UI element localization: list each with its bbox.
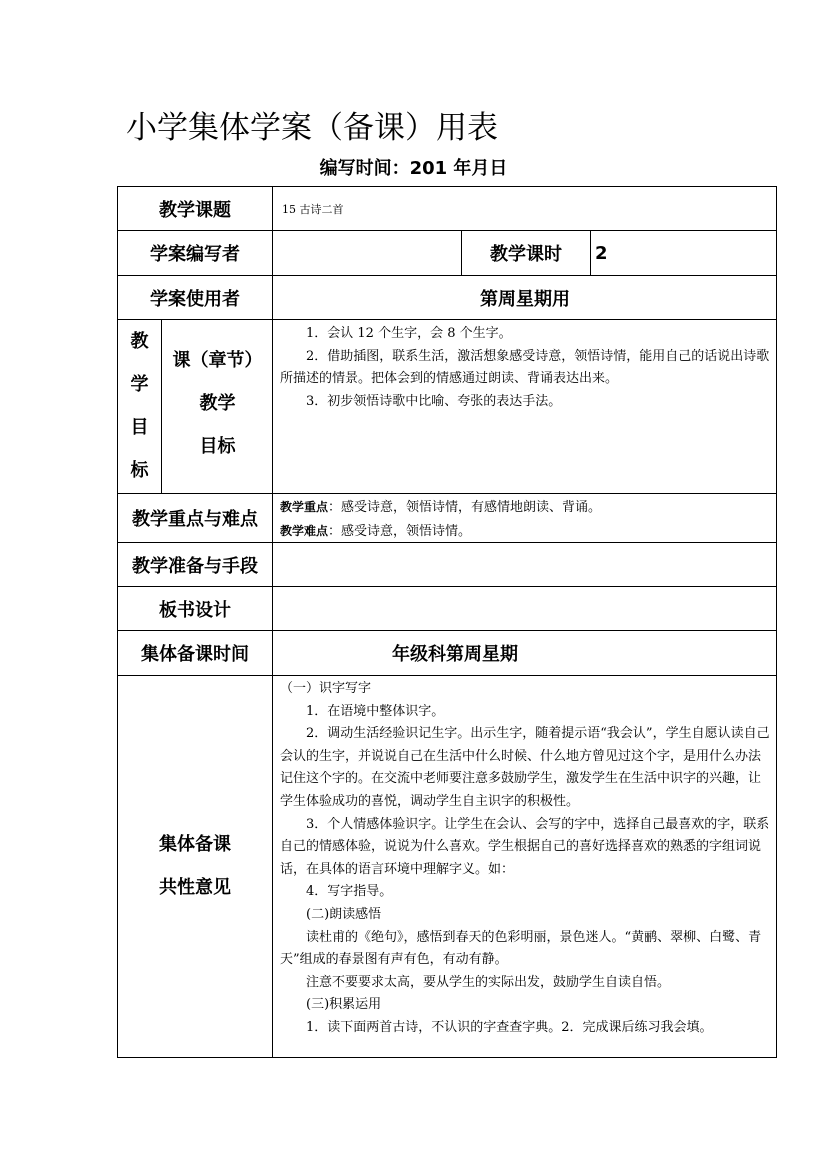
goal-item: 2．借助插图，联系生活，激活想象感受诗意，领悟诗情，能用自己的话说出诗歌所描述的情景。把体会到的情感通过朗读、背诵表达出来。 (280, 348, 770, 387)
document-subtitle: 编写时间：201 年月日 (319, 158, 508, 179)
prep-label: 教学准备与手段 (132, 555, 258, 577)
user-value: 第周星期用 (480, 288, 570, 310)
opinion-paragraph: 2．调动生活经验识记生字。出示生字，随着提示语“我会认”，学生自愿认读自己会认的生字，并说说自己在生活中什么时候、什么地方曾见过这个字，是用什么办法记住这个字的。在交流中老师要注意多鼓励学生，激发学生在生活中识字的兴趣，让学生体验成功的喜悦，调动学生自主识字的积极性。 (280, 726, 770, 809)
collective-time-label: 集体备课时间 (141, 644, 249, 665)
goals-text (280, 323, 772, 413)
goals-side-char: 标 (130, 460, 149, 481)
goals-side-char: 教 (130, 331, 149, 352)
opinion-label-line: 共性意见 (159, 877, 231, 898)
opinion-paragraph: 3．个人情感体验识字。让学生在会认、会写的字中，选择自己最喜欢的字，联系自己的情感体验，说说为什么喜欢。学生根据自己的喜好选择喜欢的熟悉的字组词说话，在具体的语言环境中理解字义。如： (280, 816, 770, 877)
difficulty-text: ：感受诗意，领悟诗情。 (328, 523, 472, 539)
opinion-paragraph: 1．读下面两首古诗，不认识的字查查字典。2．完成课后练习我会填。 (306, 1019, 713, 1035)
keypoint-text: ：感受诗意，领悟诗情，有感情地朗读、背诵。 (328, 500, 602, 515)
opinion-paragraph: 读杜甫的《绝句》，感悟到春天的色彩明丽，景色迷人。“黄鹂、翠柳、白鹭、青天”组成的春景图有声有色，有动有静。 (280, 929, 762, 968)
collective-time-value: 年级科第周星期 (392, 644, 518, 665)
keypoints-label: 教学重点与难点 (132, 509, 258, 530)
opinion-paragraph: (三)积累运用 (306, 997, 382, 1013)
opinion-paragraph: 1．在语境中整体识字。 (306, 703, 445, 719)
goals-side-char: 目 (130, 417, 149, 438)
goals-sub-line: 目标 (199, 436, 236, 457)
user-label: 学案使用者 (150, 288, 240, 310)
goals-sub-line: 教学 (199, 393, 236, 414)
document-title: 小学集体学案（备课）用表 (126, 110, 498, 146)
author-label: 学案编写者 (150, 244, 240, 265)
goals-side-label (117, 319, 162, 493)
opinion-label (117, 675, 273, 1057)
keypoint-line (280, 496, 772, 520)
opinion-label-line: 集体备课 (159, 834, 231, 855)
opinion-paragraph: (二)朗读感悟 (306, 906, 382, 922)
author-value (273, 230, 461, 276)
goals-side-char: 学 (130, 374, 149, 395)
lesson-plan-table (117, 186, 777, 1058)
opinion-text (280, 678, 772, 1040)
board-value (273, 586, 777, 631)
lesson-topic-value: 15 古诗二首 (282, 202, 344, 216)
opinion-paragraph: 注意不要要求太高，要从学生的实际出发，鼓励学生自读自悟。 (306, 974, 671, 990)
table-rule (590, 230, 591, 275)
goal-item: 1．会认 12 个生字，会 8 个生字。 (306, 326, 512, 341)
goal-item: 3．初步领悟诗歌中比喻、夸张的表达手法。 (306, 393, 562, 409)
lesson-topic-label: 教学课题 (159, 199, 231, 221)
keypoints-text (280, 496, 772, 543)
opinion-paragraph: （一）识字写字 (280, 681, 372, 696)
opinion-paragraph: 4．写字指导。 (306, 884, 393, 900)
goals-sub-label (162, 319, 273, 493)
board-label: 板书设计 (159, 599, 231, 621)
keypoint-title: 教学重点 (280, 500, 329, 514)
difficulty-line (280, 520, 772, 544)
difficulty-title: 教学难点 (280, 523, 329, 538)
periods-label: 教学课时 (490, 244, 562, 265)
table-rule (117, 1057, 777, 1058)
prep-value (273, 542, 777, 587)
periods-value: 2 (595, 242, 608, 264)
goals-sub-line: 课（章节） (172, 350, 263, 371)
